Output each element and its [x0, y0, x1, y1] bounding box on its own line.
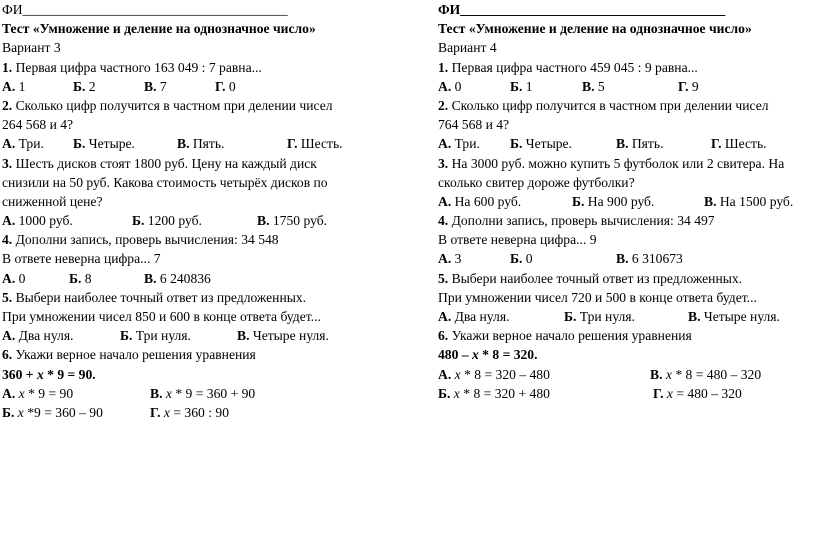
option-v: В. 7	[144, 78, 167, 94]
answer-options-1	[438, 77, 813, 96]
option-g: Г. Шесть.	[711, 136, 767, 152]
question-text: Укажи верное начало решения уравнения	[12, 347, 256, 363]
question-number: 1.	[2, 59, 13, 75]
answer-options-6a	[2, 384, 392, 403]
answer-options-6b	[2, 403, 392, 422]
answer-options-5	[2, 326, 392, 345]
question-number: 1.	[438, 59, 449, 75]
option-a: А. 0	[2, 270, 26, 286]
option-v: В. x * 9 = 360 + 90	[150, 385, 256, 401]
question-number: 5.	[438, 270, 449, 286]
question-4-cont: В ответе неверна цифра... 7	[2, 251, 161, 267]
question-3	[2, 154, 392, 173]
question-2-cont: 764 568 и 4?	[438, 117, 510, 133]
question-text: Дополни запись, проверь вычисления: 34 497	[448, 213, 715, 229]
option-b: Б. Четыре.	[510, 136, 572, 152]
option-a: А. 3	[438, 251, 462, 267]
question-4	[438, 211, 813, 230]
option-a: А. 1	[2, 78, 26, 94]
option-g: Г. x = 360 : 90	[150, 404, 229, 420]
option-a: А. x * 9 = 90	[2, 385, 74, 401]
variant-4-column	[438, 0, 813, 403]
equation: 360 + x * 9 = 90.	[2, 366, 96, 382]
option-v: В. Пять.	[177, 136, 225, 152]
test-title: Тест «Умножение и деление на однозначное число»	[438, 21, 752, 37]
option-a: А. 1000 руб.	[2, 213, 73, 229]
variant-label: Вариант 4	[438, 40, 497, 56]
question-6	[2, 345, 392, 364]
option-a: А. 0	[438, 78, 462, 94]
option-g: Г. 0	[215, 78, 236, 94]
question-1	[2, 58, 392, 77]
option-b: Б. 0	[510, 251, 533, 267]
question-2	[438, 96, 813, 115]
option-g: Г. 9	[678, 78, 699, 94]
question-text: Сколько цифр получится в частном при делении чисел	[12, 97, 333, 113]
option-b: Б. Три нуля.	[564, 309, 635, 324]
variant-label: Вариант 3	[2, 40, 61, 56]
option-a: А. Два нуля.	[2, 328, 74, 344]
question-number: 5.	[2, 289, 13, 305]
option-a: А. Три.	[438, 136, 480, 152]
answer-options-5	[438, 307, 813, 326]
option-v: В. Четыре нуля.	[688, 309, 780, 324]
option-a: А. x * 8 = 320 – 480	[438, 366, 550, 382]
option-v: В. Пять.	[616, 136, 664, 152]
question-3	[438, 154, 813, 173]
option-v: В. 5	[582, 78, 605, 94]
question-5-cont: При умножении чисел 720 и 500 в конце ответа будет...	[438, 289, 757, 305]
option-v: В. На 1500 руб.	[704, 193, 794, 209]
question-5-cont: При умножении чисел 850 и 600 в конце ответа будет...	[2, 309, 321, 324]
question-1	[438, 58, 813, 77]
question-5	[438, 269, 813, 288]
equation: 480 – x * 8 = 320.	[438, 347, 538, 363]
option-a: А. На 600 руб.	[438, 193, 522, 209]
question-text: Укажи верное начало решения уравнения	[448, 328, 692, 344]
question-number: 3.	[2, 155, 13, 171]
answer-options-2	[438, 134, 813, 153]
option-b: Б. Три нуля.	[120, 328, 191, 344]
question-5	[2, 288, 392, 307]
name-field-line: ФИ_______________________________________	[438, 2, 726, 17]
option-g: Г. Шесть.	[287, 136, 343, 152]
question-3-cont: сниженной цене?	[2, 193, 103, 209]
question-3-cont: сколько свитер дороже футболки?	[438, 174, 635, 190]
option-b: Б. 1	[510, 78, 533, 94]
answer-options-4	[2, 269, 392, 288]
question-number: 4.	[2, 232, 13, 248]
question-text: Выбери наиболее точный ответ из предложенных.	[448, 270, 743, 286]
question-3-cont: снизили на 50 руб. Какова стоимость четырёх дисков по	[2, 174, 328, 190]
test-title: Тест «Умножение и деление на однозначное число»	[2, 21, 316, 37]
answer-options-3	[2, 211, 392, 230]
question-number: 6.	[438, 328, 449, 344]
question-text: Первая цифра частного 163 049 : 7 равна...	[12, 59, 262, 75]
name-field-line: ФИ_______________________________________	[2, 2, 288, 17]
option-b: Б. x *9 = 360 – 90	[2, 404, 103, 420]
question-4-cont: В ответе неверна цифра... 9	[438, 232, 597, 248]
question-text: Сколько цифр получится в частном при делении чисел	[448, 97, 769, 113]
question-text: Дополни запись, проверь вычисления: 34 548	[12, 232, 279, 248]
option-b: Б. 2	[73, 78, 96, 94]
option-v: В. 6 240836	[144, 270, 211, 286]
option-g: Г. x = 480 – 320	[653, 385, 742, 401]
answer-options-4	[438, 249, 813, 268]
option-b: Б. На 900 руб.	[572, 193, 655, 209]
question-number: 3.	[438, 155, 449, 171]
option-b: Б. x * 8 = 320 + 480	[438, 385, 550, 401]
question-text: Выбери наиболее точный ответ из предложенных.	[12, 289, 307, 305]
question-4	[2, 230, 392, 249]
option-b: Б. 1200 руб.	[132, 213, 202, 229]
variant-3-column	[2, 0, 392, 422]
question-text: Шесть дисков стоят 1800 руб. Цену на каждый диск	[12, 155, 317, 171]
option-v: В. Четыре нуля.	[237, 328, 329, 344]
option-v: В. x * 8 = 480 – 320	[650, 366, 762, 382]
question-number: 6.	[2, 347, 13, 363]
option-a: А. Три.	[2, 136, 44, 152]
question-6	[438, 326, 813, 345]
option-v: В. 6 310673	[616, 251, 683, 267]
answer-options-6b	[438, 384, 813, 403]
option-b: Б. 8	[69, 270, 92, 286]
answer-options-6a	[438, 365, 813, 384]
answer-options-1	[2, 77, 392, 96]
question-2	[2, 96, 392, 115]
question-2-cont: 264 568 и 4?	[2, 117, 74, 133]
question-number: 2.	[438, 97, 449, 113]
question-text: Первая цифра частного 459 045 : 9 равна...	[448, 59, 698, 75]
question-number: 2.	[2, 97, 13, 113]
answer-options-3	[438, 192, 813, 211]
answer-options-2	[2, 134, 392, 153]
option-a: А. Два нуля.	[438, 309, 510, 324]
option-v: В. 1750 руб.	[257, 213, 328, 229]
question-text: На 3000 руб. можно купить 5 футболок или 2 свитера. На	[448, 155, 785, 171]
option-b: Б. Четыре.	[73, 136, 135, 152]
question-number: 4.	[438, 213, 449, 229]
